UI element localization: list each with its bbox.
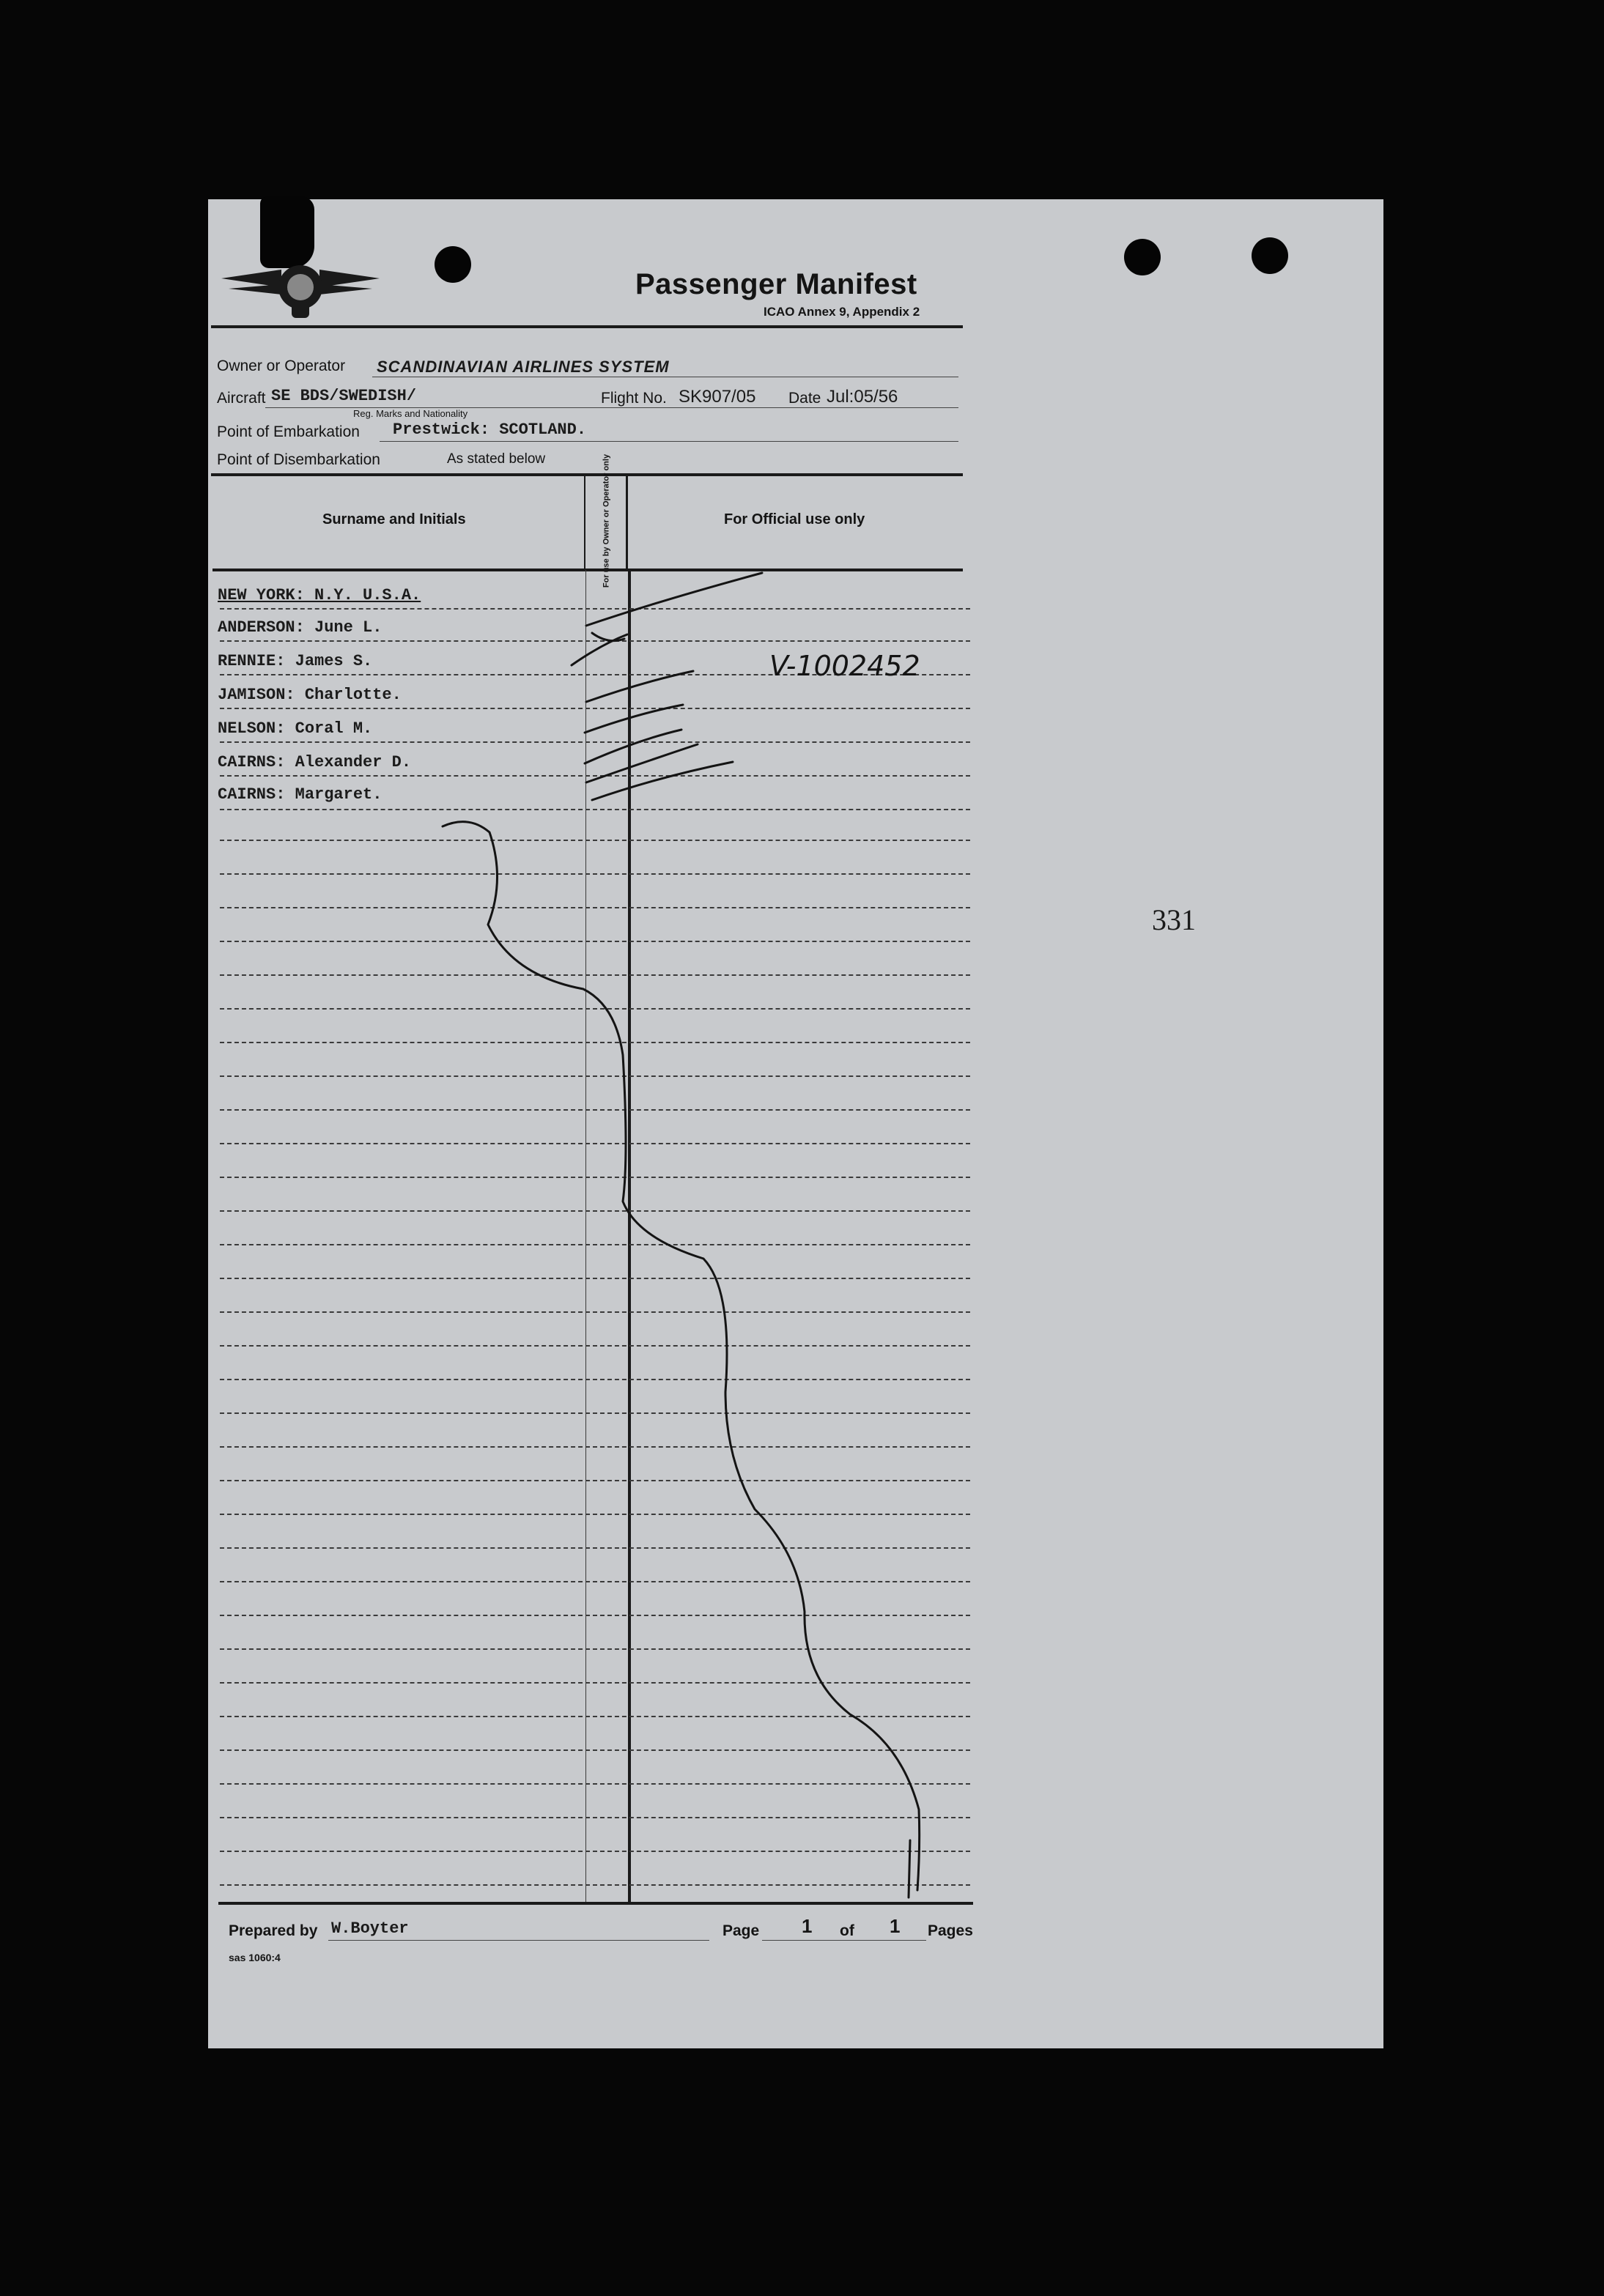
punch-hole-right-1	[1124, 239, 1161, 275]
passenger-entry: ANDERSON: June L.	[218, 618, 382, 637]
header-rule	[211, 325, 963, 328]
manifest-title: Passenger Manifest	[635, 268, 917, 300]
page-underline	[762, 1940, 926, 1941]
flight-no-value: SK907/05	[679, 387, 756, 407]
winged-logo-icon	[218, 249, 382, 322]
row-rule	[220, 873, 970, 875]
aircraft-label: Aircraft	[217, 390, 266, 407]
surname-column-header: Surname and Initials	[322, 511, 466, 527]
row-rule	[220, 809, 970, 810]
row-rule	[220, 1244, 970, 1245]
row-rule	[220, 1379, 970, 1380]
passenger-entry: NELSON: Coral M.	[218, 719, 373, 738]
row-rule	[220, 1716, 970, 1717]
flight-no-label: Flight No.	[601, 390, 667, 407]
row-rule	[220, 1783, 970, 1785]
row-rule	[220, 907, 970, 908]
row-rule	[220, 1042, 970, 1043]
row-rule	[220, 708, 970, 709]
row-rule	[220, 741, 970, 743]
colhead-rule	[212, 569, 963, 571]
pages-label: Pages	[928, 1922, 973, 1939]
row-rule	[220, 1446, 970, 1448]
punch-hole-right-2	[1252, 237, 1288, 274]
row-rule	[220, 1311, 970, 1313]
row-rule	[220, 1884, 970, 1886]
date-label: Date	[788, 390, 821, 407]
owner-value: SCANDINAVIAN AIRLINES SYSTEM	[377, 358, 670, 376]
disembarkation-value: As stated below	[447, 451, 546, 467]
row-rule	[220, 1480, 970, 1481]
embarkation-value: Prestwick: SCOTLAND.	[393, 421, 587, 439]
owner-use-column-header: For use by Owner or Operator only	[602, 453, 611, 588]
embarkation-label: Point of Embarkation	[217, 423, 360, 440]
row-rule	[220, 640, 970, 642]
passenger-entry: JAMISON: Charlotte.	[218, 686, 402, 704]
row-rule	[220, 1412, 970, 1414]
aircraft-value: SE BDS/SWEDISH/	[271, 387, 417, 405]
column-divider-left	[584, 476, 585, 570]
total-pages: 1	[890, 1915, 901, 1937]
prepared-underline	[328, 1940, 709, 1941]
row-rule	[220, 1615, 970, 1616]
row-rule	[220, 1514, 970, 1515]
passenger-entry: CAIRNS: Margaret.	[218, 785, 382, 804]
row-rule	[220, 1749, 970, 1751]
page-label: Page	[722, 1922, 760, 1939]
row-rule	[220, 1008, 970, 1010]
date-value: Jul:05/56	[827, 387, 898, 407]
form-code: sas 1060:4	[229, 1952, 281, 1963]
row-rule	[220, 941, 970, 942]
passenger-entry: CAIRNS: Alexander D.	[218, 753, 412, 771]
owner-label: Owner or Operator	[217, 358, 346, 374]
row-rule	[220, 1547, 970, 1549]
aircraft-underline	[265, 407, 958, 408]
of-label: of	[840, 1922, 854, 1939]
row-rule	[220, 840, 970, 841]
manifest-subtitle: ICAO Annex 9, Appendix 2	[764, 305, 920, 319]
row-rule	[220, 1682, 970, 1684]
punch-hole-left	[435, 246, 471, 283]
row-rule	[220, 608, 970, 610]
row-rule	[220, 1851, 970, 1852]
embarkation-underline	[380, 441, 958, 442]
footer-rule	[218, 1902, 973, 1905]
official-use-column-header: For Official use only	[724, 511, 865, 527]
row-rule	[220, 1345, 970, 1347]
row-rule	[220, 674, 970, 675]
column-divider-right	[626, 476, 628, 570]
disembarkation-label: Point of Disembarkation	[217, 451, 380, 468]
row-rule	[220, 1210, 970, 1212]
row-rule	[220, 1075, 970, 1077]
row-rule	[220, 1109, 970, 1111]
info-rule	[211, 473, 963, 476]
row-rule	[220, 1648, 970, 1650]
passenger-entry: NEW YORK: N.Y. U.S.A.	[218, 586, 421, 604]
official-handwritten-note: V-1002452	[769, 650, 920, 682]
reg-marks-note: Reg. Marks and Nationality	[353, 408, 468, 419]
stamp-number: 331	[1152, 903, 1196, 936]
page-number: 1	[802, 1915, 813, 1937]
passenger-entry: RENNIE: James S.	[218, 652, 373, 670]
prepared-by-value: W.Boyter	[331, 1919, 409, 1938]
row-rule	[220, 1817, 970, 1818]
row-rule	[220, 974, 970, 976]
row-rule	[220, 1278, 970, 1279]
row-rule	[220, 775, 970, 777]
prepared-by-label: Prepared by	[229, 1922, 318, 1939]
row-rule	[220, 1177, 970, 1178]
row-rule	[220, 1143, 970, 1144]
row-rule	[220, 1581, 970, 1582]
